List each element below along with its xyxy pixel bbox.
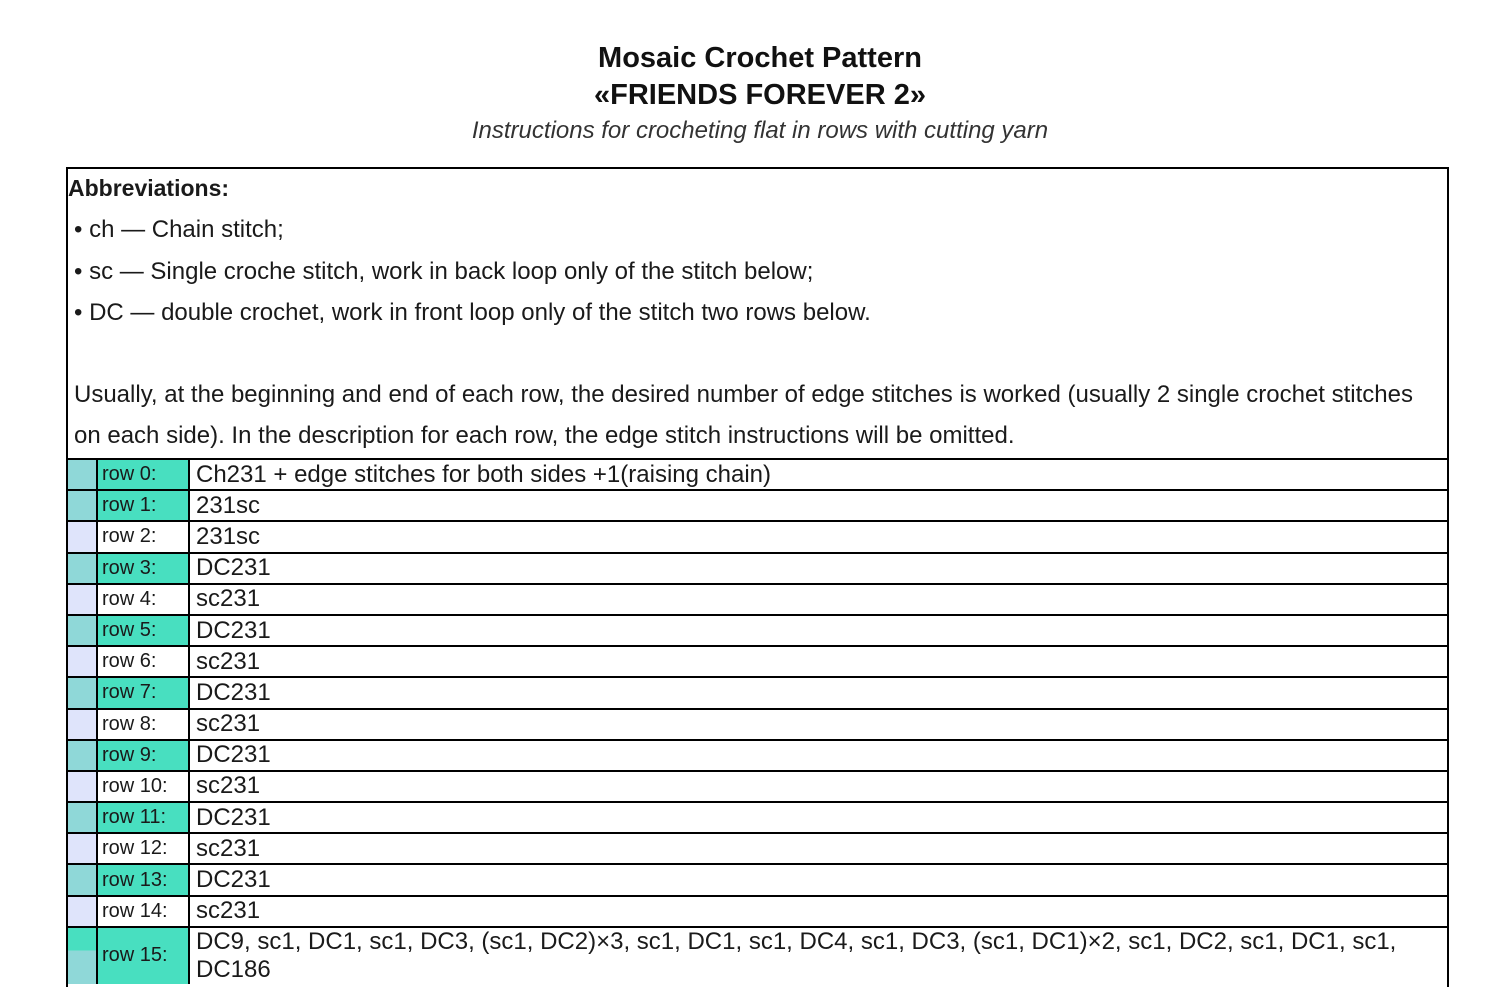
table-row (68, 614, 1449, 645)
table-row (68, 708, 1449, 739)
color-swatch (68, 741, 98, 770)
table-row (68, 489, 1449, 520)
color-swatch (68, 772, 98, 801)
color-swatch (68, 522, 98, 551)
row-instruction: sc231 (196, 897, 261, 925)
row-label: row 9: (98, 741, 190, 770)
row-instruction: DC9, sc1, DC1, sc1, DC3, (sc1, DC2)×3, sc1, DC1, sc1, DC4, sc1, DC3, (sc1, DC1)×2, sc1, DC2, sc1, DC1, sc1, DC186 (196, 927, 1397, 983)
row-label: row 6: (98, 647, 190, 676)
abbreviation-item: • ch — Chain stitch; (74, 216, 284, 243)
table-row (68, 739, 1449, 770)
pattern-subtitle: Instructions for crocheting flat in rows with cutting yarn (471, 117, 1049, 144)
row-instruction: DC231 (196, 616, 271, 644)
table-row (68, 520, 1449, 551)
row-label: row 3: (98, 554, 190, 583)
color-swatch (68, 710, 98, 739)
row-label: row 5: (98, 616, 190, 645)
row-instruction: DC231 (196, 741, 271, 769)
table-row (68, 801, 1449, 832)
page-header (0, 40, 1500, 148)
row-instruction: DC231 (196, 803, 271, 831)
pattern-title: Mosaic Crochet Pattern (598, 42, 922, 74)
row-label: row 14: (98, 897, 190, 926)
row-label: row 0: (98, 460, 190, 489)
color-swatch (68, 678, 98, 707)
row-label: row 1: (98, 491, 190, 520)
row-instruction: DC231 (196, 866, 271, 894)
edge-stitch-note: Usually, at the beginning and end of each row, the desired number of edge stitches is worked (usually 2 single crochet stitches on each side). In the description for each row, the edge stitch instructions will be omitted. (74, 381, 1413, 449)
row-instructions-table (68, 458, 1449, 984)
row-label: row 11: (98, 803, 190, 832)
row-instruction: 231sc (196, 522, 261, 550)
color-swatch (68, 585, 98, 614)
color-swatch (68, 834, 98, 863)
table-row (68, 583, 1449, 614)
row-label: row 7: (98, 678, 190, 707)
row-instruction: sc231 (196, 772, 261, 800)
abbreviations-heading: Abbreviations: (68, 175, 230, 201)
color-swatch (68, 460, 98, 489)
row-label: row 2: (98, 522, 190, 551)
table-row (68, 458, 1449, 489)
instructions-box (66, 167, 1449, 987)
color-swatch (68, 491, 98, 520)
table-row (68, 832, 1449, 863)
table-row (68, 676, 1449, 707)
table-row (68, 770, 1449, 801)
color-swatch (68, 803, 98, 832)
abbreviation-item: • sc — Single croche stitch, work in back loop only of the stitch below; (74, 257, 814, 285)
color-swatch (68, 865, 98, 894)
row-instruction: DC231 (196, 554, 271, 582)
row-label: row 12: (98, 834, 190, 863)
color-swatch (68, 897, 98, 926)
color-swatch (68, 647, 98, 676)
row-instruction: Ch231 + edge stitches for both sides +1(raising chain) (196, 460, 772, 488)
row-label: row 10: (98, 772, 190, 801)
abbreviations-list (74, 209, 871, 334)
color-swatch (68, 616, 98, 645)
row-instruction: DC231 (196, 678, 271, 706)
color-swatch (68, 554, 98, 583)
row-instruction: sc231 (196, 710, 261, 738)
row-instruction: sc231 (196, 834, 261, 862)
row-label: row 4: (98, 585, 190, 614)
row-instruction: 231sc (196, 491, 261, 519)
row-label: row 8: (98, 710, 190, 739)
table-row (68, 863, 1449, 894)
row-label: row 13: (98, 865, 190, 894)
table-row (68, 552, 1449, 583)
table-row (68, 895, 1449, 926)
abbreviation-item: • DC — double crochet, work in front loop only of the stitch two rows below. (74, 299, 871, 326)
pattern-name: «FRIENDS FOREVER 2» (594, 79, 926, 111)
row-instruction: sc231 (196, 647, 261, 675)
table-row (68, 926, 1449, 984)
color-swatch (68, 928, 98, 984)
row-instruction: sc231 (196, 585, 261, 613)
table-row (68, 645, 1449, 676)
row-label: row 15: (98, 928, 190, 984)
